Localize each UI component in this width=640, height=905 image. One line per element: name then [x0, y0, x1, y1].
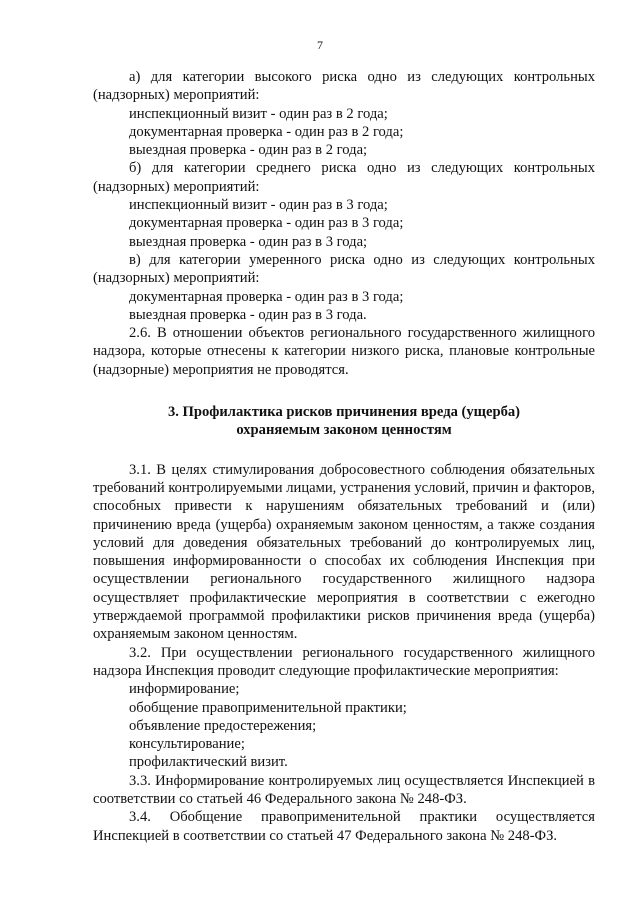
paragraph-2-6: 2.6. В отношении объектов регионального государственного жилищного надзора, которые отнесены к категории низкого риска, плановые контрольные (надзорные) мероприятия не проводятся.: [93, 325, 595, 378]
list-item-inspection-visit-3y: инспекционный визит - один раз в 3 года;: [129, 197, 388, 214]
paragraph-3-3: 3.3. Информирование контролируемых лиц осуществляется Инспекцией в соответствии со статьей 46 Федерального закона № 248-ФЗ.: [93, 772, 595, 807]
paragraph-category-high: а) для категории высокого риска одно из следующих контрольных (надзорных) мероприятий:: [93, 69, 595, 104]
list-item-consulting: консультирование;: [129, 736, 245, 753]
section-heading: [93, 403, 595, 440]
list-item-documentary-check-3y-moderate: документарная проверка - один раз в 3 года;: [129, 288, 404, 305]
paragraph-category-moderate: в) для категории умеренного риска одно из следующих контрольных (надзорных) мероприятий:: [93, 251, 595, 287]
list-item-practice-generalization: обобщение правоприменительной практики;: [129, 699, 407, 716]
list-item-field-check-3y: выездная проверка - один раз в 3 года;: [129, 233, 368, 250]
section-heading-line2: охраняемым законом ценностям: [236, 422, 452, 439]
section-heading-line1: 3. Профилактика рисков причинения вреда (ущерба): [167, 404, 521, 421]
list-item-preventive-visit: профилактический визит.: [129, 754, 288, 771]
paragraph-category-medium: б) для категории среднего риска одно из следующих контрольных (надзорных) мероприятий:: [93, 160, 595, 195]
list-item-warning: объявление предостережения;: [129, 717, 317, 734]
list-item-informing: информирование;: [129, 681, 240, 698]
page-number: 7: [317, 38, 323, 52]
list-item-field-check-3y-moderate: выездная проверка - один раз в 3 года.: [129, 306, 367, 323]
list-item-documentary-check-2y: документарная проверка - один раз в 2 года;: [129, 123, 404, 140]
paragraph-3-2: 3.2. При осуществлении регионального государственного жилищного надзора Инспекция проводит следующие профилактические мероприятия:: [93, 644, 595, 679]
list-item-inspection-visit-2y: инспекционный визит - один раз в 2 года;: [129, 105, 388, 122]
document-body: [93, 68, 595, 845]
paragraph-3-1: 3.1. В целях стимулирования добросовестного соблюдения обязательных требований контролируемыми лицами, устранения условий, причин и факторов, способных привести к нарушениям обязательных требований и (или) причинению вреда (ущерба) охраняемым законом ценностям, а также создания условий для доведения обязательных требований до контролируемых лиц, повышения информированности о способах их соблюдения Инспекция при осуществлении регионального государственного жилищного надзора осуществляет профилактические мероприятия в соответствии с ежегодно утверждаемой программой профилактики рисков причинения вреда (ущерба) охраняемым законом ценностям.: [93, 461, 595, 643]
list-item-documentary-check-3y: документарная проверка - один раз в 3 года;: [129, 215, 404, 232]
paragraph-3-4: 3.4. Обобщение правоприменительной практики осуществляется Инспекцией в соответствии со статьей 47 Федерального закона № 248-ФЗ.: [93, 809, 595, 844]
list-item-field-check-2y: выездная проверка - один раз в 2 года;: [129, 142, 368, 159]
